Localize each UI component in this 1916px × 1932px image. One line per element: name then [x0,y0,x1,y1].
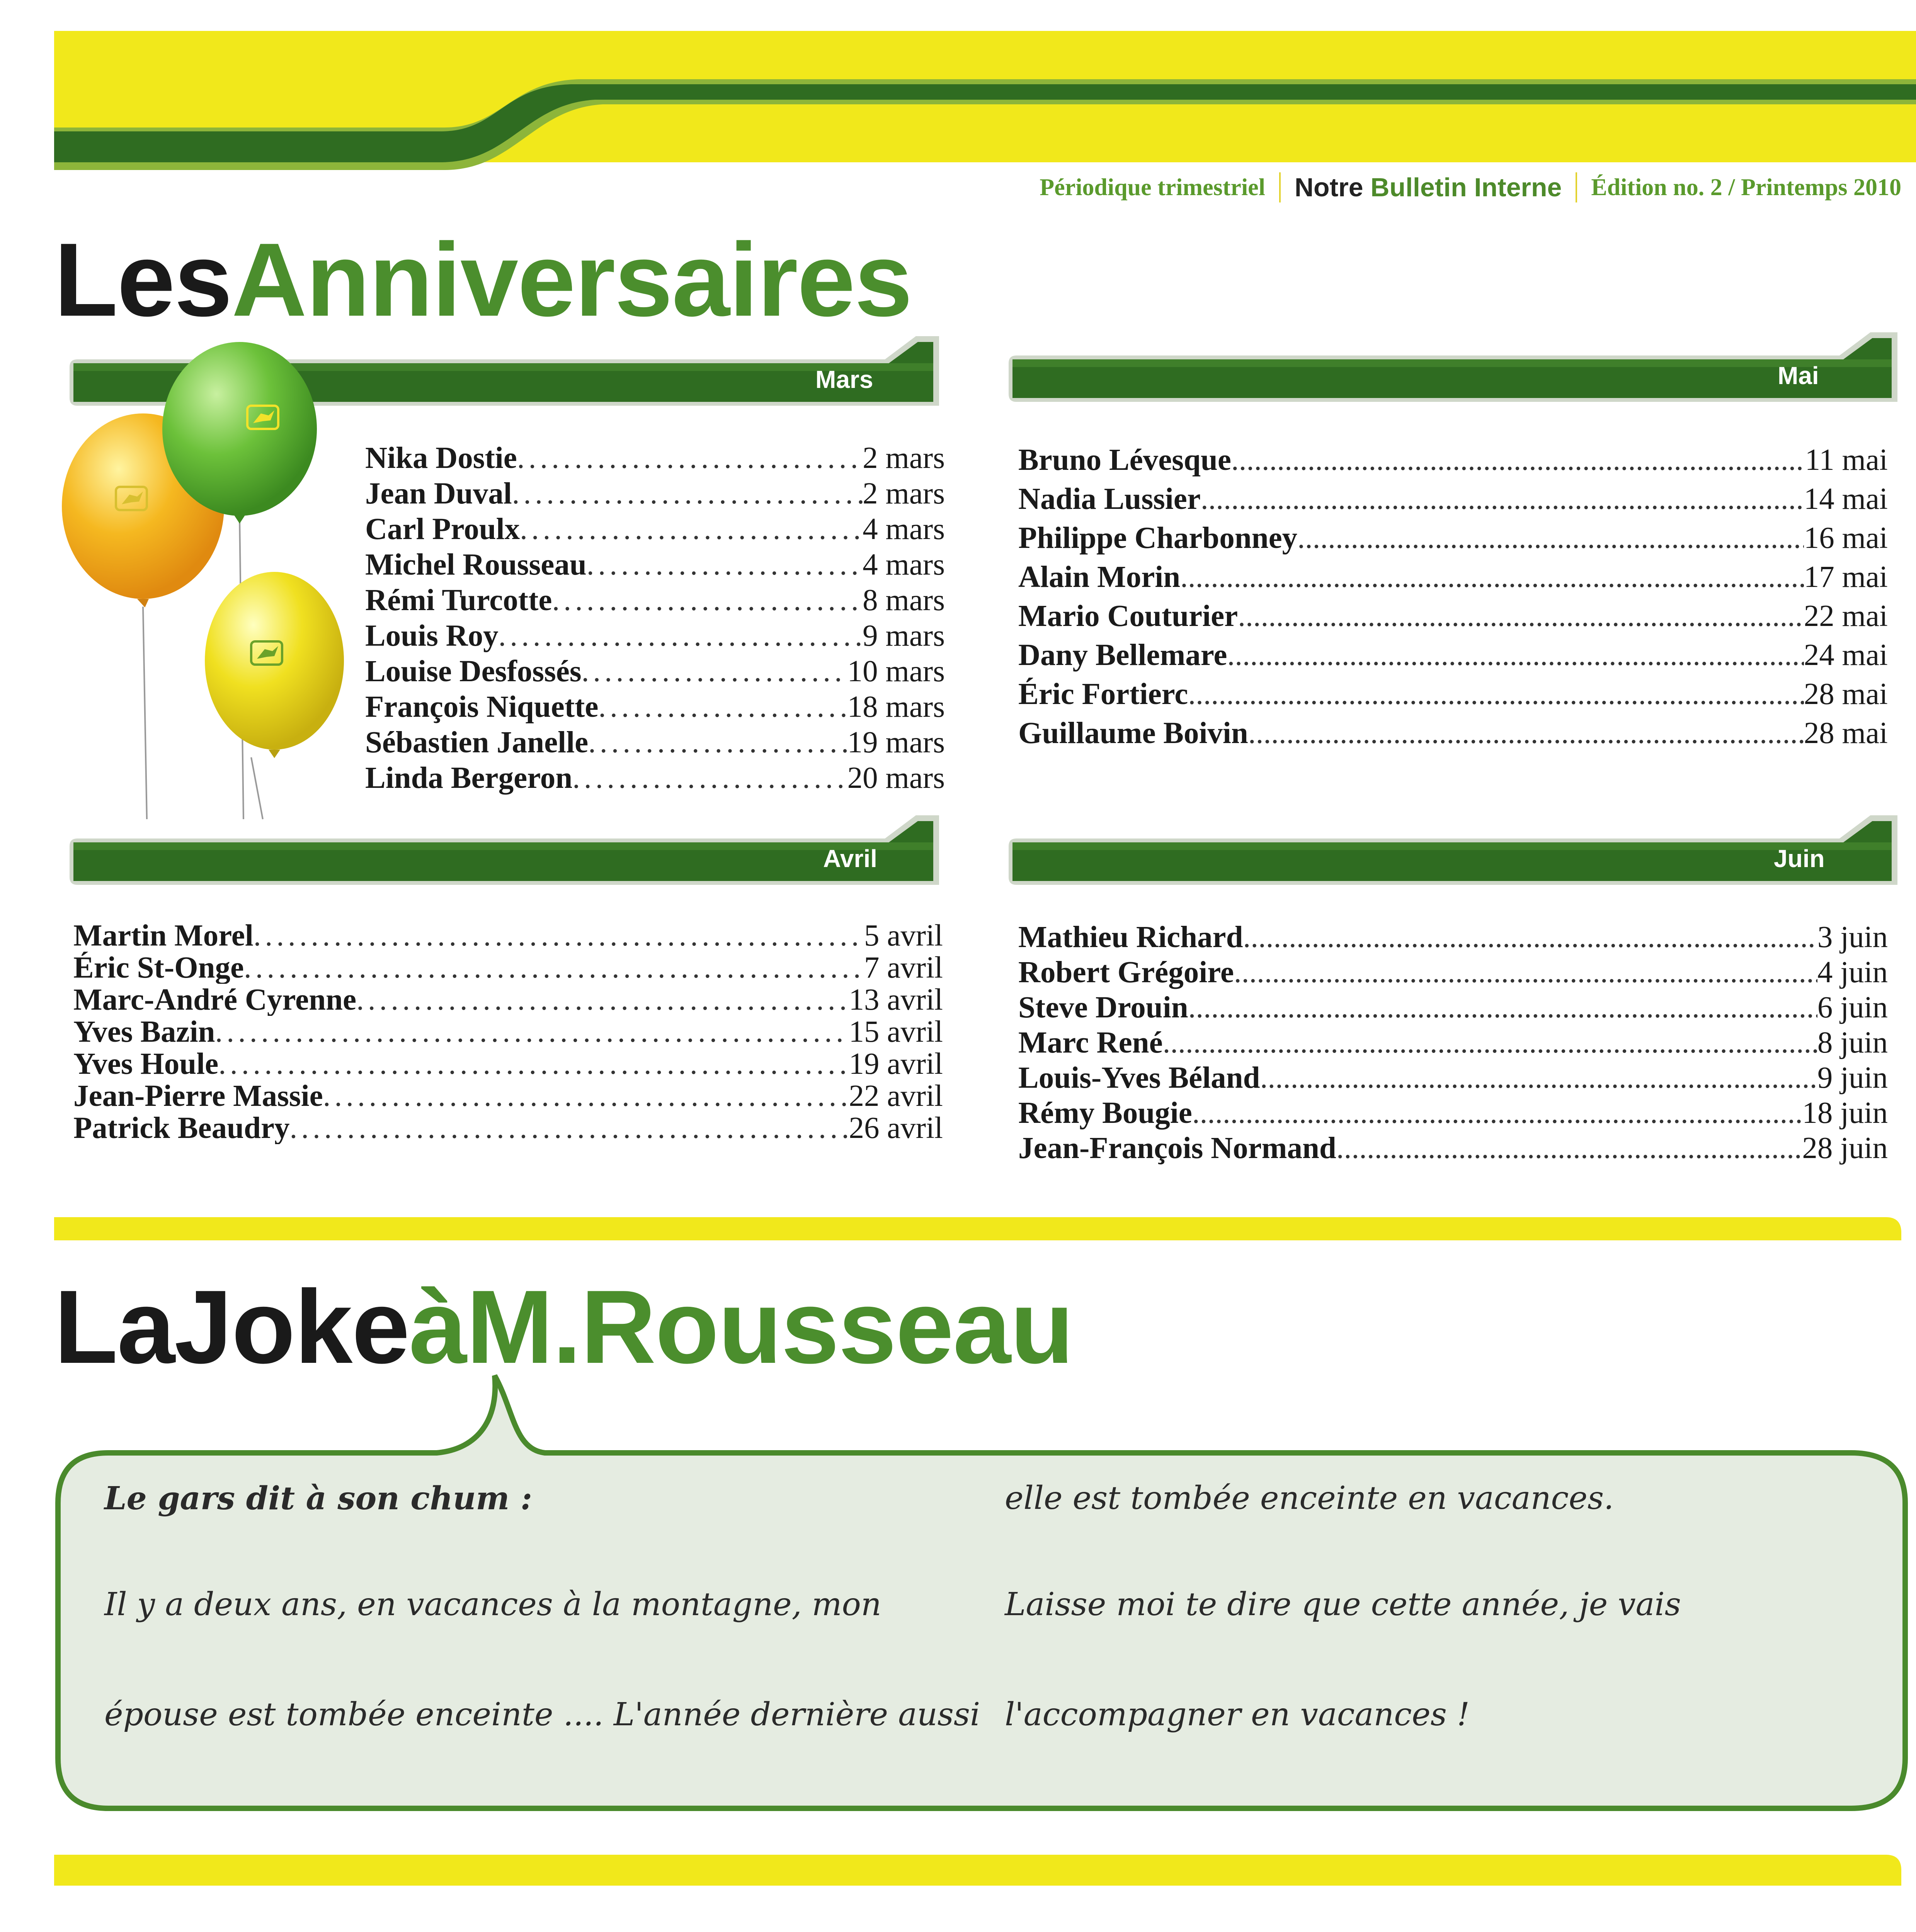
birthdays-title-part1: Les [54,222,232,338]
birthday-name: Nika Dostie [365,441,517,475]
birthday-name: Nadia Lussier [1018,482,1201,516]
birthday-name: Patrick Beaudry [73,1112,290,1144]
leader-dots [517,440,863,476]
birthday-name: Mathieu Richard [1018,920,1243,954]
leader-dots [1231,440,1805,480]
birthday-name: Linda Bergeron [365,761,573,795]
list-item [73,1048,943,1080]
month-label-mai: Mai [1778,362,1819,389]
list-item [1018,440,1888,480]
list-item [1018,558,1888,597]
list-item [1018,480,1888,519]
birthday-name: Jean-François Normand [1018,1131,1336,1165]
list-item [1018,714,1888,753]
leader-dots [1248,714,1804,753]
joke-left-line-1: Il y a deux ans, en vacances à la montagne, mon [104,1586,881,1623]
birthday-date: 4 juin [1817,956,1888,989]
list-item [365,760,945,796]
list-item [365,512,945,547]
leader-dots [1243,920,1817,955]
birthday-name: Yves Houle [73,1048,219,1080]
leader-dots [499,618,863,654]
list-item [73,952,943,984]
list-item [365,583,945,618]
birthday-date: 3 juin [1817,920,1888,954]
birthday-name: Yves Bazin [73,1016,215,1048]
leader-dots [512,476,863,512]
birthday-name: Martin Morel [73,920,254,952]
leader-dots [588,725,847,760]
list-item [1018,1025,1888,1060]
leader-dots [1188,675,1804,714]
list-item [365,440,945,476]
leader-dots [520,512,863,547]
header-meta [920,170,1901,205]
list-juin [1018,920,1888,1166]
divider-top [54,1217,1901,1252]
birthday-date: 28 mai [1804,677,1888,711]
list-item [1018,636,1888,675]
divider-bottom [54,1855,1901,1893]
list-mars [365,440,945,796]
joke-left-line-2: épouse est tombée enceinte .... L'année dernière aussi [104,1696,980,1733]
birthday-date: 13 avril [849,984,943,1016]
birthday-date: 8 mars [863,583,945,617]
list-item [73,1016,943,1048]
birthday-date: 4 mars [863,548,945,582]
leader-dots [582,654,847,689]
leader-dots [356,984,849,1016]
joke-intro: Le gars dit à son chum : [104,1480,533,1517]
birthday-date: 2 mars [863,441,945,475]
birthday-date: 15 avril [849,1016,943,1048]
header-band [0,0,1916,178]
birthday-name: Guillaume Boivin [1018,716,1248,750]
periodicity-label: Périodique trimestriel [1040,174,1265,201]
birthday-date: 28 juin [1802,1131,1888,1165]
birthday-date: 2 mars [863,477,945,510]
birthday-date: 14 mai [1804,482,1888,516]
birthday-date: 19 avril [849,1048,943,1080]
list-mai [1018,440,1888,753]
list-item [1018,955,1888,990]
birthday-name: François Niquette [365,690,599,724]
leader-dots [218,1048,849,1080]
list-item [1018,519,1888,558]
balloons-icon [58,348,344,827]
birthday-date: 7 avril [864,952,943,984]
leader-dots [1260,1060,1817,1095]
bulletin-prefix: Notre [1294,173,1363,202]
birthday-name: Mario Couturier [1018,599,1238,633]
month-bar-mai [1005,328,1909,406]
list-avril [73,920,943,1144]
month-label-mars: Mars [815,366,873,393]
list-item [73,1112,943,1144]
birthday-name: Éric St-Onge [73,952,244,984]
birthday-name: Michel Rousseau [365,548,587,582]
birthday-date: 22 mai [1804,599,1888,633]
bulletin-name: Bulletin Interne [1370,173,1562,202]
birthday-date: 4 mars [863,512,945,546]
list-item [73,984,943,1016]
list-item [1018,1131,1888,1166]
birthday-date: 18 mars [847,690,945,724]
leader-dots [1188,990,1817,1025]
list-item [73,920,943,952]
list-item [365,618,945,654]
birthdays-title [54,222,912,338]
list-item [1018,597,1888,636]
birthday-name: Louise Desfossés [365,655,582,688]
leader-dots [1192,1095,1802,1131]
birthday-name: Rémy Bougie [1018,1096,1192,1130]
leader-dots [215,1016,849,1048]
birthday-date: 18 juin [1802,1096,1888,1130]
list-item [365,547,945,583]
birthday-date: 9 mars [863,619,945,653]
edition-label: Édition no. 2 / Printemps 2010 [1591,174,1901,201]
joke-right-line-3: l'accompagner en vacances ! [1005,1696,1470,1733]
leader-dots [572,760,847,796]
birthday-name: Jean-Pierre Massie [73,1080,323,1112]
leader-dots [1227,636,1804,675]
birthdays-title-part2: Anniversaires [231,222,912,338]
birthday-name: Jean Duval [365,477,512,510]
leader-dots [1297,519,1804,558]
birthday-date: 11 mai [1805,443,1888,477]
birthday-name: Marc René [1018,1026,1163,1060]
list-item [73,1080,943,1112]
list-item [1018,675,1888,714]
birthday-name: Éric Fortierc [1018,677,1188,711]
birthday-date: 9 juin [1817,1061,1888,1095]
leader-dots [1180,558,1804,597]
leader-dots [244,952,864,984]
list-item [1018,1060,1888,1095]
leader-dots [587,547,863,583]
list-item [1018,920,1888,955]
birthday-date: 28 mai [1804,716,1888,750]
birthday-date: 6 juin [1817,991,1888,1024]
list-item [1018,990,1888,1025]
birthday-name: Marc-André Cyrenne [73,984,357,1016]
joke-title [54,1269,1073,1385]
list-item [365,725,945,760]
list-item [365,654,945,689]
birthday-name: Alain Morin [1018,560,1181,594]
leader-dots [323,1080,849,1112]
birthday-name: Louis-Yves Béland [1018,1061,1260,1095]
birthday-date: 17 mai [1804,560,1888,594]
birthday-date: 8 juin [1817,1026,1888,1060]
list-item [1018,1095,1888,1131]
leader-dots [1201,480,1804,519]
leader-dots [1238,597,1804,636]
birthday-name: Rémi Turcotte [365,583,552,617]
leader-dots [598,689,847,725]
joke-title-part2: àM.Rousseau [409,1269,1073,1385]
birthday-name: Louis Roy [365,619,499,653]
birthday-date: 22 avril [849,1080,943,1112]
joke-right-line-2: Laisse moi te dire que cette année, je vais [1005,1586,1681,1623]
leader-dots [1336,1131,1802,1166]
list-item [365,689,945,725]
month-label-avril: Avril [823,845,877,872]
leader-dots [1234,955,1817,990]
leader-dots [254,920,864,952]
joke-title-part1: LaJoke [54,1269,409,1385]
birthday-date: 24 mai [1804,638,1888,672]
birthday-date: 5 avril [864,920,943,952]
birthday-date: 20 mars [847,761,945,795]
birthday-name: Dany Bellemare [1018,638,1227,672]
joke-right-line-1: elle est tombée enceinte en vacances. [1005,1480,1614,1517]
leader-dots [1163,1025,1817,1060]
leader-dots [552,583,863,618]
birthday-name: Philippe Charbonney [1018,521,1298,555]
birthday-name: Bruno Lévesque [1018,443,1231,477]
birthday-name: Carl Proulx [365,512,520,546]
leader-dots [290,1112,849,1144]
birthday-date: 19 mars [847,726,945,759]
bulletin-label [1279,172,1577,202]
birthday-name: Steve Drouin [1018,991,1188,1024]
month-label-juin: Juin [1774,845,1825,872]
month-bar-juin [1005,811,1909,889]
birthday-date: 26 avril [849,1112,943,1144]
list-item [365,476,945,512]
birthday-date: 16 mai [1804,521,1888,555]
birthday-name: Sébastien Janelle [365,726,589,759]
birthday-name: Robert Grégoire [1018,956,1234,989]
birthday-date: 10 mars [847,655,945,688]
